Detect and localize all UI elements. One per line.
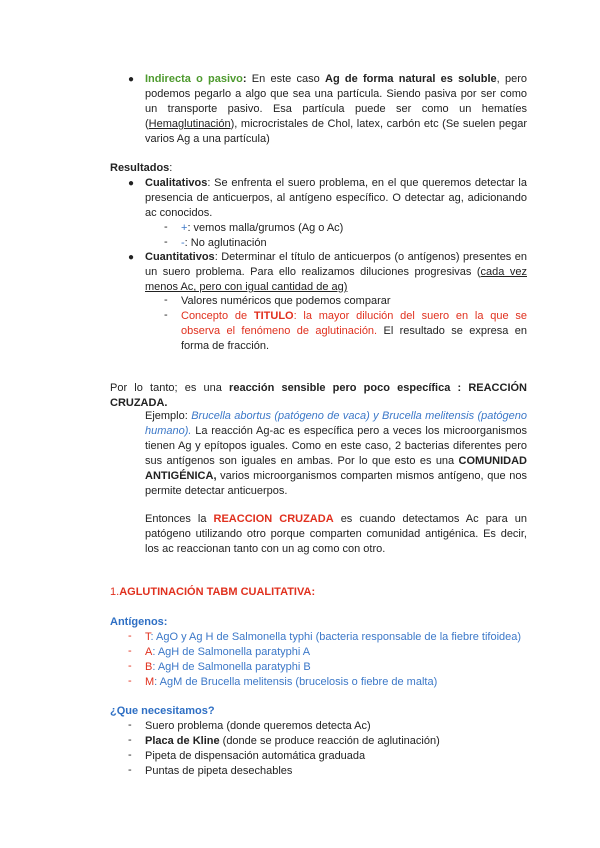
needs-item: Suero problema (donde queremos detecta Ac) [145,720,371,732]
titulo-concept-item: Concepto de TITULO: la mayor dilución del suero en la que se observa el fenómeno de aglutinación. El resultado se expresa en forma de fracción. [181,310,527,352]
numeric-values-item: Valores numéricos que podemos comparar [181,295,391,307]
indirect-paragraph: Indirecta o pasivo: En este caso Ag de forma natural es soluble, pero podemos pegarlo a algo que sea una partícula. Siendo pasiva por ser como un transporte pasivo. Esa partícula puede ser como un hematíes (Hemaglutinación), microcristales de Chol, latex, carbón etc (Se suelen pegar varios Ag a una partícula) [145,73,527,145]
dash-icon: - [128,719,132,731]
example-paragraph: Ejemplo: Brucella abortus (patógeno de vaca) y Brucella melitensis (patógeno humano). La reacción Ag-ac es específica pero a veces los microorganismos tienen Ag y epítopos iguales. Como en este caso, 2 bacterias diferentes pero sus antígenos son iguales en ambas. Por lo que esto es una COMUNIDAD ANTIGÉNICA, varios microorganismos comparten mismos antígeno, que nos permite detectar anticuerpos. [145,410,528,497]
antigen-item: M: AgM de Brucella melitensis (brucelosis o fiebre de malta) [145,676,438,688]
dash-icon: - [164,294,168,306]
dash-icon: - [128,660,132,672]
dash-icon: - [128,630,132,642]
antigen-item: B: AgH de Salmonella paratyphi B [145,661,311,673]
qualitative-paragraph: Cualitativos: Se enfrenta el suero problema, en el que queremos detectar la presencia de anticuerpos, al antígeno específico. O detectar ag, adicionando ac conocidos. [145,177,527,219]
needs-heading: ¿Que necesitamos? [110,705,215,717]
dash-icon: - [128,734,132,746]
antigen-item: T: AgO y Ag H de Salmonella typhi (bacteria responsable de la fiebre tifoidea) [145,631,522,643]
dash-icon: - [128,645,132,657]
antigens-heading: Antígenos: [110,616,168,628]
dash-icon: - [164,309,168,321]
bullet-icon: ● [128,178,135,189]
quantitative-paragraph: Cuantitativos: Determinar el título de anticuerpos (o antígenos) presentes en un suero problema. Para ello realizamos diluciones progresivas (cada vez menos Ac, pero con igual cantidad de ag) [145,251,527,293]
results-heading: Resultados: [110,162,173,174]
needs-item: Placa de Kline (donde se produce reacción de aglutinación) [145,735,440,747]
antigen-item: A: AgH de Salmonella paratyphi A [145,646,311,658]
bullet-icon: ● [128,252,135,263]
needs-item: Puntas de pipeta desechables [145,765,293,777]
negative-result: -: No aglutinación [181,237,267,249]
needs-item: Pipeta de dispensación automática graduada [145,750,366,762]
dash-icon: - [128,675,132,687]
dash-icon: - [164,221,168,233]
dash-icon: - [164,236,168,248]
then-paragraph: Entonces la REACCION CRUZADA es cuando detectamos Ac para un patógeno utilizando otro porque comparten comunidad antigénica. Es decir, los ac reaccionan tanto con un ag como con otro. [145,513,527,555]
dash-icon: - [128,749,132,761]
positive-result: +: vemos malla/grumos (Ag o Ac) [181,222,344,234]
cross-reaction-paragraph: Por lo tanto; es una reacción sensible pero poco específica : REACCIÓN CRUZADA. [110,382,528,409]
indirect-title: Indirecta o pasivo [145,73,243,85]
section-title: 1.AGLUTINACIÓN TABM CUALITATIVA: [110,586,316,598]
dash-icon: - [128,764,132,776]
bullet-icon: ● [128,74,135,85]
